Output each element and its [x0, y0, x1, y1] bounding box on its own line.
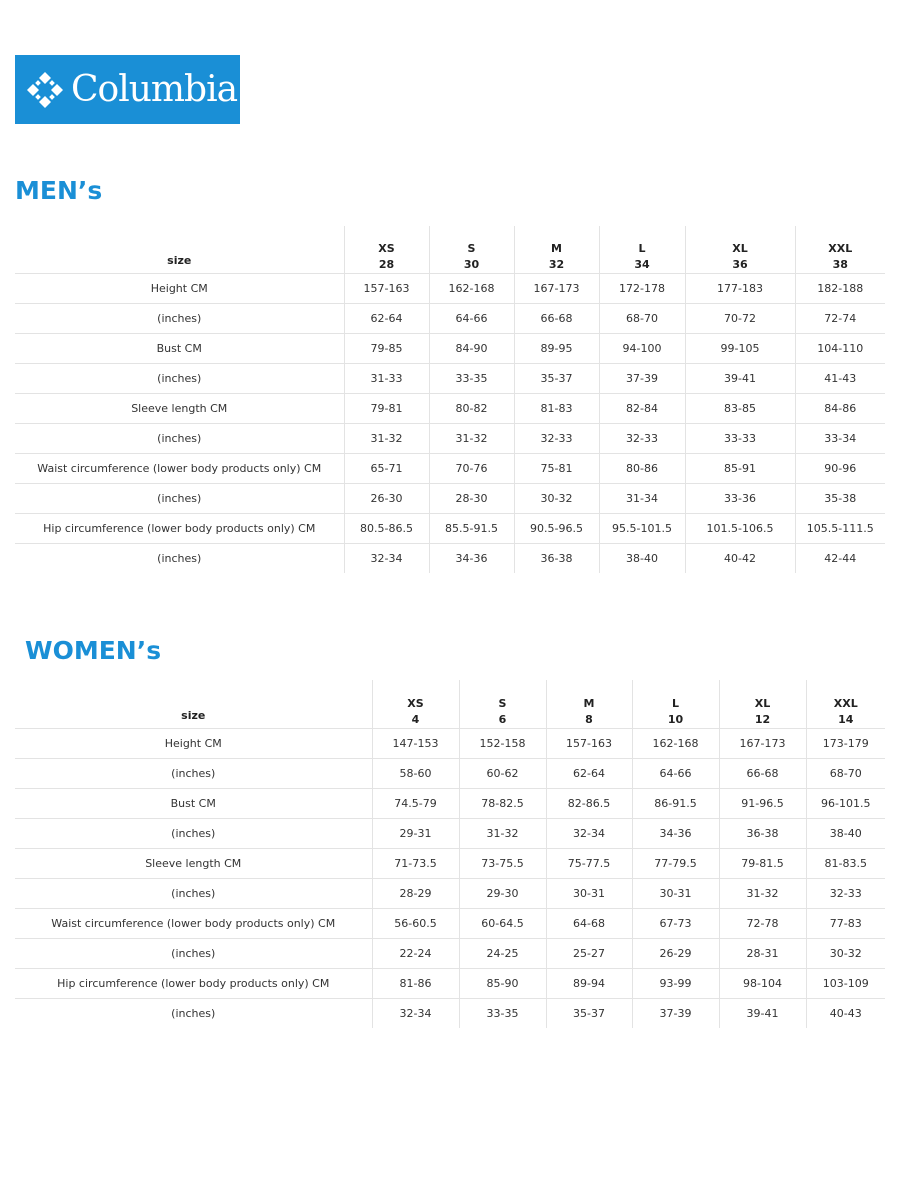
row-label: (inches)	[15, 819, 372, 849]
table-row	[15, 909, 885, 939]
table-cell: 80-86	[599, 454, 685, 484]
table-cell: 89-95	[514, 334, 599, 364]
table-cell: 24-25	[459, 939, 546, 969]
table-cell: 172-178	[599, 274, 685, 304]
table-header-row	[15, 226, 885, 274]
table-cell: 35-37	[514, 364, 599, 394]
size-number: 8	[585, 713, 593, 726]
table-cell: 81-83	[514, 394, 599, 424]
table-cell: 32-33	[806, 879, 885, 909]
size-number: 28	[378, 258, 395, 271]
row-label: (inches)	[15, 879, 372, 909]
table-cell: 60-62	[459, 759, 546, 789]
table-cell: 32-33	[514, 424, 599, 454]
table-cell: 84-90	[429, 334, 514, 364]
table-cell: 73-75.5	[459, 849, 546, 879]
size-number: 10	[667, 713, 684, 726]
table-cell: 32-34	[344, 544, 429, 574]
size-header-s	[459, 680, 546, 729]
table-cell: 37-39	[632, 999, 719, 1029]
table-cell: 90.5-96.5	[514, 514, 599, 544]
size-letter: L	[638, 242, 646, 255]
table-cell: 42-44	[795, 544, 885, 574]
table-cell: 33-35	[429, 364, 514, 394]
table-cell: 157-163	[344, 274, 429, 304]
size-letter: L	[671, 697, 679, 710]
size-number: 32	[548, 258, 565, 271]
table-cell: 167-173	[514, 274, 599, 304]
table-cell: 40-42	[685, 544, 795, 574]
table-cell: 31-32	[719, 879, 806, 909]
table-row	[15, 729, 885, 759]
row-label: (inches)	[15, 424, 344, 454]
table-row	[15, 394, 885, 424]
size-header-xl	[719, 680, 806, 729]
row-label: (inches)	[15, 364, 344, 394]
brand-name: Columbia	[71, 69, 238, 110]
table-cell: 79-81	[344, 394, 429, 424]
table-cell: 31-32	[429, 424, 514, 454]
table-cell: 28-31	[719, 939, 806, 969]
row-label: Hip circumference (lower body products only) CM	[15, 969, 372, 999]
table-cell: 38-40	[599, 544, 685, 574]
table-cell: 33-33	[685, 424, 795, 454]
size-number: 12	[754, 713, 771, 726]
table-cell: 30-32	[806, 939, 885, 969]
row-label: Height CM	[15, 274, 344, 304]
size-header-xs	[372, 680, 459, 729]
table-cell: 77-83	[806, 909, 885, 939]
table-cell: 29-31	[372, 819, 459, 849]
women-size-table	[15, 680, 885, 1028]
table-cell: 80.5-86.5	[344, 514, 429, 544]
women-section-title: WOMEN’s	[25, 636, 162, 665]
table-row	[15, 789, 885, 819]
table-cell: 26-30	[344, 484, 429, 514]
table-header-row	[15, 680, 885, 729]
table-cell: 38-40	[806, 819, 885, 849]
table-row	[15, 819, 885, 849]
table-cell: 162-168	[429, 274, 514, 304]
row-label: Waist circumference (lower body products only) CM	[15, 909, 372, 939]
table-cell: 80-82	[429, 394, 514, 424]
row-label: (inches)	[15, 484, 344, 514]
table-cell: 167-173	[719, 729, 806, 759]
brand-logo	[15, 55, 240, 124]
size-letter: S	[467, 242, 476, 255]
size-header-xxl	[806, 680, 885, 729]
size-letter: XS	[378, 242, 395, 255]
table-row	[15, 304, 885, 334]
table-cell: 157-163	[546, 729, 632, 759]
table-cell: 81-83.5	[806, 849, 885, 879]
table-row	[15, 969, 885, 999]
table-cell: 31-34	[599, 484, 685, 514]
table-cell: 85-90	[459, 969, 546, 999]
table-row	[15, 939, 885, 969]
size-letter: XXL	[828, 242, 853, 255]
table-cell: 68-70	[599, 304, 685, 334]
table-row	[15, 274, 885, 304]
row-label: (inches)	[15, 759, 372, 789]
size-header-xxl	[795, 226, 885, 274]
table-cell: 81-86	[372, 969, 459, 999]
size-header-xl	[685, 226, 795, 274]
table-cell: 62-64	[546, 759, 632, 789]
row-label: Waist circumference (lower body products only) CM	[15, 454, 344, 484]
table-cell: 33-34	[795, 424, 885, 454]
row-label: Height CM	[15, 729, 372, 759]
table-cell: 30-32	[514, 484, 599, 514]
size-letter: XS	[407, 697, 424, 710]
table-cell: 104-110	[795, 334, 885, 364]
table-cell: 177-183	[685, 274, 795, 304]
size-number: 30	[463, 258, 480, 271]
table-cell: 32-34	[546, 819, 632, 849]
table-cell: 75-81	[514, 454, 599, 484]
table-cell: 37-39	[599, 364, 685, 394]
table-cell: 162-168	[632, 729, 719, 759]
row-label: (inches)	[15, 304, 344, 334]
table-cell: 39-41	[719, 999, 806, 1029]
table-cell: 105.5-111.5	[795, 514, 885, 544]
table-cell: 83-85	[685, 394, 795, 424]
table-cell: 94-100	[599, 334, 685, 364]
size-header-m	[546, 680, 632, 729]
table-cell: 91-96.5	[719, 789, 806, 819]
size-header-xs	[344, 226, 429, 274]
table-cell: 34-36	[632, 819, 719, 849]
table-cell: 64-66	[632, 759, 719, 789]
table-row	[15, 424, 885, 454]
table-cell: 173-179	[806, 729, 885, 759]
table-row	[15, 999, 885, 1029]
table-row	[15, 544, 885, 574]
table-cell: 182-188	[795, 274, 885, 304]
size-column-header: size	[15, 226, 344, 274]
table-cell: 84-86	[795, 394, 885, 424]
size-letter: M	[551, 242, 562, 255]
size-letter: XL	[754, 697, 771, 710]
size-header-m	[514, 226, 599, 274]
table-row	[15, 759, 885, 789]
table-cell: 86-91.5	[632, 789, 719, 819]
size-number: 36	[732, 258, 748, 271]
table-cell: 90-96	[795, 454, 885, 484]
table-cell: 58-60	[372, 759, 459, 789]
row-label: Bust CM	[15, 334, 344, 364]
row-label: (inches)	[171, 1007, 216, 1020]
row-label: Bust CM	[15, 789, 372, 819]
table-cell: 66-68	[719, 759, 806, 789]
table-cell: 77-79.5	[632, 849, 719, 879]
table-row	[15, 364, 885, 394]
table-cell: 67-73	[632, 909, 719, 939]
table-cell: 82-84	[599, 394, 685, 424]
table-cell: 36-38	[514, 544, 599, 574]
table-cell: 39-41	[685, 364, 795, 394]
men-size-table	[15, 226, 885, 573]
size-header-l	[599, 226, 685, 274]
table-row	[15, 334, 885, 364]
table-cell: 152-158	[459, 729, 546, 759]
table-cell: 31-32	[344, 424, 429, 454]
table-cell: 35-37	[546, 999, 632, 1029]
table-cell: 99-105	[685, 334, 795, 364]
table-cell: 74.5-79	[372, 789, 459, 819]
table-cell: 79-85	[344, 334, 429, 364]
row-label: Sleeve length CM	[15, 849, 372, 879]
row-label: Hip circumference (lower body products only) CM	[15, 514, 344, 544]
table-cell: 34-36	[429, 544, 514, 574]
table-cell: 98-104	[719, 969, 806, 999]
row-label: Sleeve length CM	[15, 394, 344, 424]
table-cell: 64-66	[429, 304, 514, 334]
table-cell: 31-33	[344, 364, 429, 394]
table-cell: 36-38	[719, 819, 806, 849]
table-row	[15, 454, 885, 484]
table-cell: 60-64.5	[459, 909, 546, 939]
table-cell: 78-82.5	[459, 789, 546, 819]
table-row	[15, 849, 885, 879]
table-cell: 96-101.5	[806, 789, 885, 819]
table-cell: 70-76	[429, 454, 514, 484]
table-cell: 56-60.5	[372, 909, 459, 939]
table-cell: 28-29	[372, 879, 459, 909]
table-cell: 25-27	[546, 939, 632, 969]
table-cell: 85-91	[685, 454, 795, 484]
table-cell: 68-70	[806, 759, 885, 789]
table-cell: 28-30	[429, 484, 514, 514]
table-cell: 33-36	[685, 484, 795, 514]
table-cell: 89-94	[546, 969, 632, 999]
table-cell: 70-72	[685, 304, 795, 334]
women-table-body	[15, 729, 885, 1029]
table-cell: 82-86.5	[546, 789, 632, 819]
table-cell: 22-24	[372, 939, 459, 969]
table-cell: 35-38	[795, 484, 885, 514]
columbia-diamond-logo-icon	[21, 66, 69, 114]
table-cell: 32-33	[599, 424, 685, 454]
size-header-l	[632, 680, 719, 729]
table-cell: 147-153	[372, 729, 459, 759]
table-cell: 75-77.5	[546, 849, 632, 879]
size-letter: XXL	[833, 697, 858, 710]
table-cell: 101.5-106.5	[685, 514, 795, 544]
table-cell: 41-43	[795, 364, 885, 394]
men-section-title: MEN’s	[15, 176, 103, 205]
table-row	[15, 484, 885, 514]
table-cell: 26-29	[632, 939, 719, 969]
table-cell: 33-35	[459, 999, 546, 1029]
size-number: 6	[498, 713, 507, 726]
table-cell: 72-78	[719, 909, 806, 939]
table-cell: 66-68	[514, 304, 599, 334]
table-cell: 30-31	[632, 879, 719, 909]
table-cell: 71-73.5	[372, 849, 459, 879]
table-cell: 64-68	[546, 909, 632, 939]
size-column-header: size	[15, 680, 372, 729]
size-letter: M	[583, 697, 595, 710]
size-letter: S	[498, 697, 507, 710]
table-cell: 79-81.5	[719, 849, 806, 879]
size-number: 14	[838, 713, 854, 726]
row-label: (inches)	[157, 552, 202, 565]
table-cell: 103-109	[806, 969, 885, 999]
table-cell: 32-34	[372, 999, 459, 1029]
table-cell: 29-30	[459, 879, 546, 909]
table-cell: 31-32	[459, 819, 546, 849]
table-cell: 40-43	[806, 999, 885, 1029]
row-label: (inches)	[15, 939, 372, 969]
size-letter: XL	[732, 242, 748, 255]
size-number: 38	[832, 258, 848, 271]
size-number: 4	[411, 713, 420, 726]
table-row	[15, 514, 885, 544]
men-table-body	[15, 274, 885, 574]
table-cell: 30-31	[546, 879, 632, 909]
table-cell: 95.5-101.5	[599, 514, 685, 544]
table-cell: 72-74	[795, 304, 885, 334]
table-cell: 85.5-91.5	[429, 514, 514, 544]
table-row	[15, 879, 885, 909]
table-cell: 62-64	[344, 304, 429, 334]
table-cell: 65-71	[344, 454, 429, 484]
size-header-s	[429, 226, 514, 274]
table-cell: 93-99	[632, 969, 719, 999]
size-number: 34	[634, 258, 650, 271]
